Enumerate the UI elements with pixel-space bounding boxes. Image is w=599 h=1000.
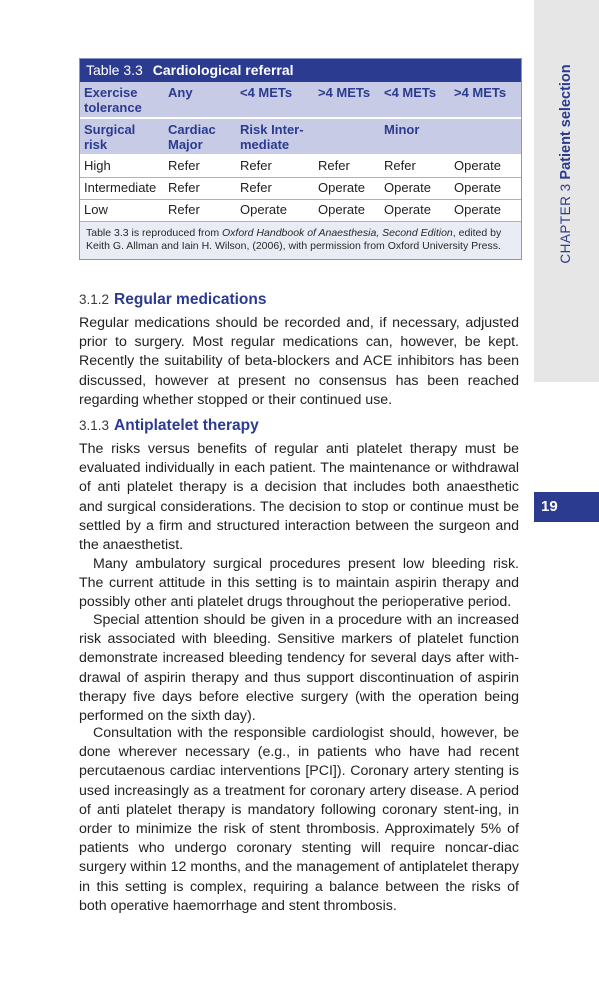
table-cell: Refer — [164, 178, 236, 200]
paragraph: The risks versus benefits of regular anti platelet therapy must be evaluated individually in each patient. The maintenance or withdrawal of anti platelet therapy is a decision that includes both anaesthetic and surgical considerations. The decision to stop or continue must be settled by a firm and structured interaction between the surgeon and the anaesthetist. — [79, 441, 519, 554]
header-cell: >4 METs — [314, 82, 380, 118]
paragraph: Regular medications should be recorded and, if necessary, adjusted prior to surgery. Most regular medications can, however, be kept. Recently the suitability of beta-blockers and ACE inhibitors has been discussed, however at present no consensus has been reached regarding whether stopped or their continued use. — [79, 315, 519, 408]
header-cell — [450, 118, 521, 155]
header-cell: <4 METs — [236, 82, 314, 118]
header-cell: <4 METs — [380, 82, 450, 118]
table-cell: Intermediate — [80, 178, 164, 200]
section-number: 3.1.2 — [79, 292, 110, 307]
table-cell: Refer — [380, 155, 450, 178]
table-row — [80, 178, 521, 200]
table-cell: Refer — [236, 178, 314, 200]
table-cell: Operate — [314, 178, 380, 200]
table-title: Cardiological referral — [152, 62, 294, 78]
paragraph: Many ambulatory surgical procedures present low bleeding risk. The current attitude in this setting is to maintain aspirin therapy and possibly other anti platelet drugs throughout the perioperative period. — [79, 556, 519, 611]
chapter-side-label — [558, 64, 574, 263]
chapter-label: CHAPTER 3 — [558, 183, 573, 264]
table-cell: Refer — [164, 200, 236, 222]
table-title-bar — [80, 59, 521, 82]
header-cell: Surgical risk — [80, 118, 164, 155]
section-title: Regular medications — [114, 291, 267, 308]
table-row — [80, 155, 521, 178]
chapter-title: Patient selection — [558, 64, 574, 180]
table-cell: Operate — [450, 155, 521, 178]
header-cell: >4 METs — [450, 82, 521, 118]
referral-grid — [80, 82, 521, 222]
table-row — [80, 200, 521, 222]
section-number: 3.1.3 — [79, 418, 110, 433]
section-title: Antiplatelet therapy — [114, 417, 259, 434]
note-prefix: Table 3.3 is reproduced from — [86, 227, 222, 239]
header-row-surgical-risk — [80, 118, 521, 155]
table-number: Table 3.3 — [86, 62, 143, 78]
header-cell — [314, 118, 380, 155]
table-cell: Low — [80, 200, 164, 222]
section-heading-regular-medications — [79, 291, 267, 309]
table-cell: Operate — [450, 200, 521, 222]
table-cell: Operate — [236, 200, 314, 222]
note-suffix: , edited by Keith G. Allman and Iain H. Wilson, (2006), with permission from Oxford University Press. — [86, 227, 502, 252]
page-number: 19 — [534, 492, 599, 522]
table-cell: Operate — [314, 200, 380, 222]
header-cell: Exercise tolerance — [80, 82, 164, 118]
cardiological-referral-table — [79, 58, 522, 260]
table-cell: Refer — [164, 155, 236, 178]
header-cell: Cardiac Major — [164, 118, 236, 155]
table-cell: Operate — [380, 200, 450, 222]
section-heading-antiplatelet-therapy — [79, 417, 259, 435]
note-book-title: Oxford Handbook of Anaesthesia, Second Edition — [222, 227, 453, 239]
table-source-note — [80, 222, 521, 259]
paragraph: Special attention should be given in a procedure with an increased risk associated with bleeding. Sensitive markers of platelet function demonstrate increased bleeding tendency for several days after with-drawal of aspirin therapy and thus support discontinuation of aspirin therapy five days before elective surgery (with the operation being performed on the sixth day). — [79, 612, 519, 725]
header-row-exercise — [80, 82, 521, 118]
table-cell: High — [80, 155, 164, 178]
table-cell: Operate — [380, 178, 450, 200]
paragraph: Consultation with the responsible cardiologist should, however, be done wherever necessary (e.g., in patients who have had recent percutaenous cardiac interventions [PCI]). Coronary artery stenting is used increasingly as a treatment for coronary artery disease. A period of anti platelet therapy is mandatory following coronary stent-ing, in order to minimize the risk of stent thrombosis. Approximately 5% of patients who undergo coronary stenting will require noncar-diac surgery within 12 months, and the management of antiplatelet therapy in this setting is complex, requiring a balance between the risks of both operative haemorrhage and stent thrombosis. — [79, 725, 519, 914]
table-cell: Refer — [236, 155, 314, 178]
header-cell: Minor — [380, 118, 450, 155]
table-cell: Operate — [450, 178, 521, 200]
table-cell: Refer — [314, 155, 380, 178]
header-cell: Risk Inter-mediate — [236, 118, 314, 155]
header-cell: Any — [164, 82, 236, 118]
